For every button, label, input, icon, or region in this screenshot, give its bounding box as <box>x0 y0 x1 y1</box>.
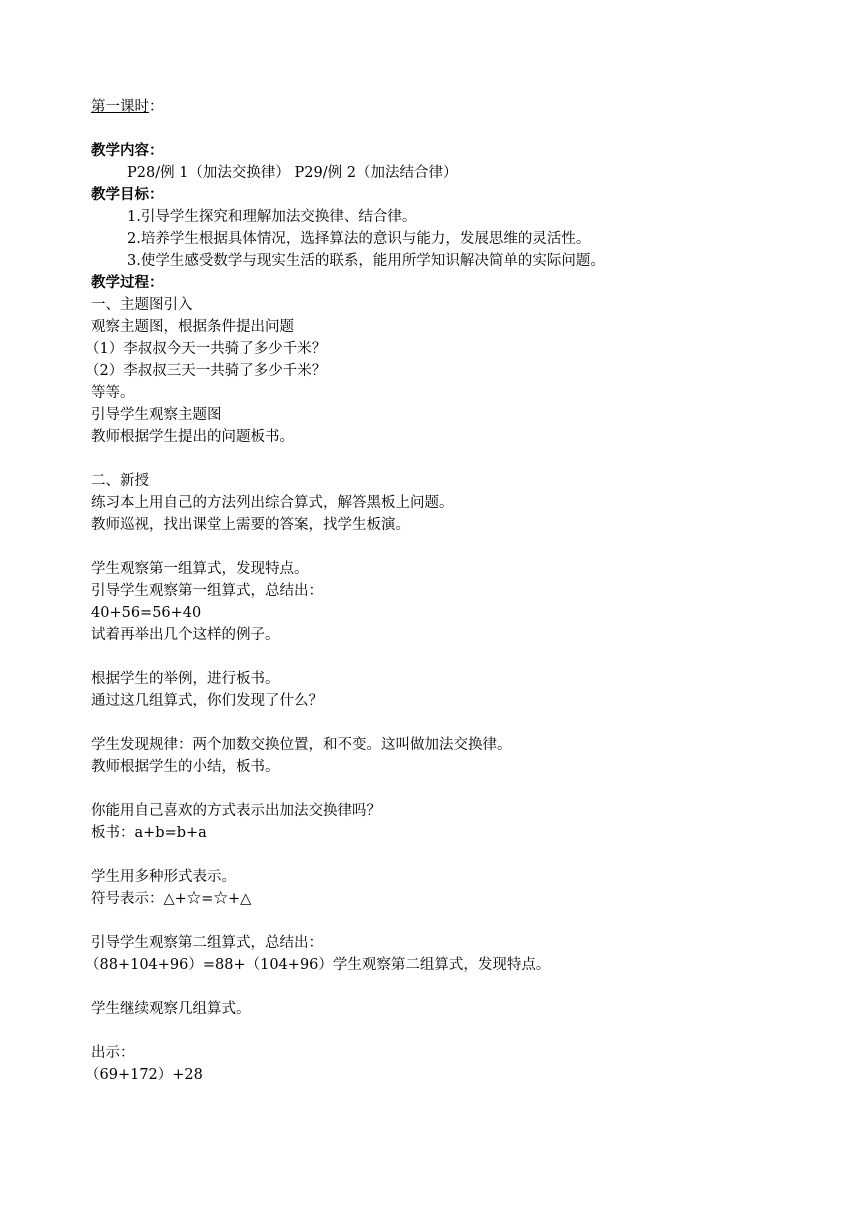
section2-line: 教师根据学生的小结，板书。 <box>91 759 280 775</box>
section2-line: 教师巡视，找出课堂上需要的答案，找学生板演。 <box>91 517 410 533</box>
section2-line: 引导学生观察第二组算式，总结出： <box>91 935 323 951</box>
section1-line: 观察主题图，根据条件提出问题 <box>91 319 294 335</box>
lesson-title-suffix: ： <box>149 99 164 115</box>
section1-line: 等等。 <box>91 385 135 401</box>
section2-line: 学生观察第一组算式，发现特点。 <box>91 561 309 577</box>
commutative-law-formula: 板书：a+b=b+a <box>91 825 207 841</box>
goals-heading: 教学目标： <box>91 187 164 203</box>
section2-line: 你能用自己喜欢的方式表示出加法交换律吗？ <box>91 803 381 819</box>
document-body <box>85 96 811 1086</box>
associative-exercise: （69+172）+28 <box>85 1067 203 1083</box>
content-heading: 教学内容： <box>91 143 164 159</box>
section2-line: 试着再举出几个这样的例子。 <box>91 627 280 643</box>
blank-line <box>91 976 811 998</box>
content-line: P28/例 1（加法交换律） P29/例 2（加法结合律） <box>127 165 458 181</box>
blank-line <box>91 646 811 668</box>
goal-item-1: 1.引导学生探究和理解加法交换律、结合律。 <box>127 209 417 225</box>
section2-line: 学生发现规律：两个加数交换位置，和不变。这叫做加法交换律。 <box>91 737 512 753</box>
lesson-title: 第一课时 <box>91 99 149 115</box>
goal-item-3: 3.使学生感受数学与现实生活的联系，能用所学知识解决简单的实际问题。 <box>127 253 605 269</box>
section1-line: （2）李叔叔三天一共骑了多少千米？ <box>85 363 327 379</box>
section2-line: 根据学生的举例，进行板书。 <box>91 671 280 687</box>
blank-line <box>91 778 811 800</box>
section2-line: 出示： <box>91 1045 135 1061</box>
section2-title: 二、新授 <box>91 473 149 489</box>
section1-line: 引导学生观察主题图 <box>91 407 222 423</box>
section2-line: 学生用多种形式表示。 <box>91 869 236 885</box>
equation-commutative-example: 40+56=56+40 <box>91 605 202 621</box>
section1-line: 教师根据学生提出的问题板书。 <box>91 429 294 445</box>
goal-item-2: 2.培养学生根据具体情况，选择算法的意识与能力，发展思维的灵活性。 <box>127 231 591 247</box>
lesson-title-line <box>91 96 811 118</box>
section2-line: 学生继续观察几组算式。 <box>91 1001 251 1017</box>
blank-line <box>91 910 811 932</box>
blank-line <box>91 448 811 470</box>
section2-line: 引导学生观察第一组算式，总结出： <box>91 583 323 599</box>
section2-line: 通过这几组算式，你们发现了什么？ <box>91 693 323 709</box>
process-heading: 教学过程： <box>91 275 164 291</box>
blank-line <box>91 712 811 734</box>
associative-example: （88+104+96）=88+（104+96）学生观察第二组算式，发现特点。 <box>85 957 551 973</box>
blank-line <box>91 118 811 140</box>
blank-line <box>91 536 811 558</box>
section2-line: 练习本上用自己的方法列出综合算式，解答黑板上问题。 <box>91 495 454 511</box>
blank-line <box>91 844 811 866</box>
blank-line <box>91 1020 811 1042</box>
section1-title: 一、主题图引入 <box>91 297 193 313</box>
section1-line: （1）李叔叔今天一共骑了多少千米？ <box>85 341 327 357</box>
symbol-formula: 符号表示：△+☆=☆+△ <box>91 891 252 907</box>
